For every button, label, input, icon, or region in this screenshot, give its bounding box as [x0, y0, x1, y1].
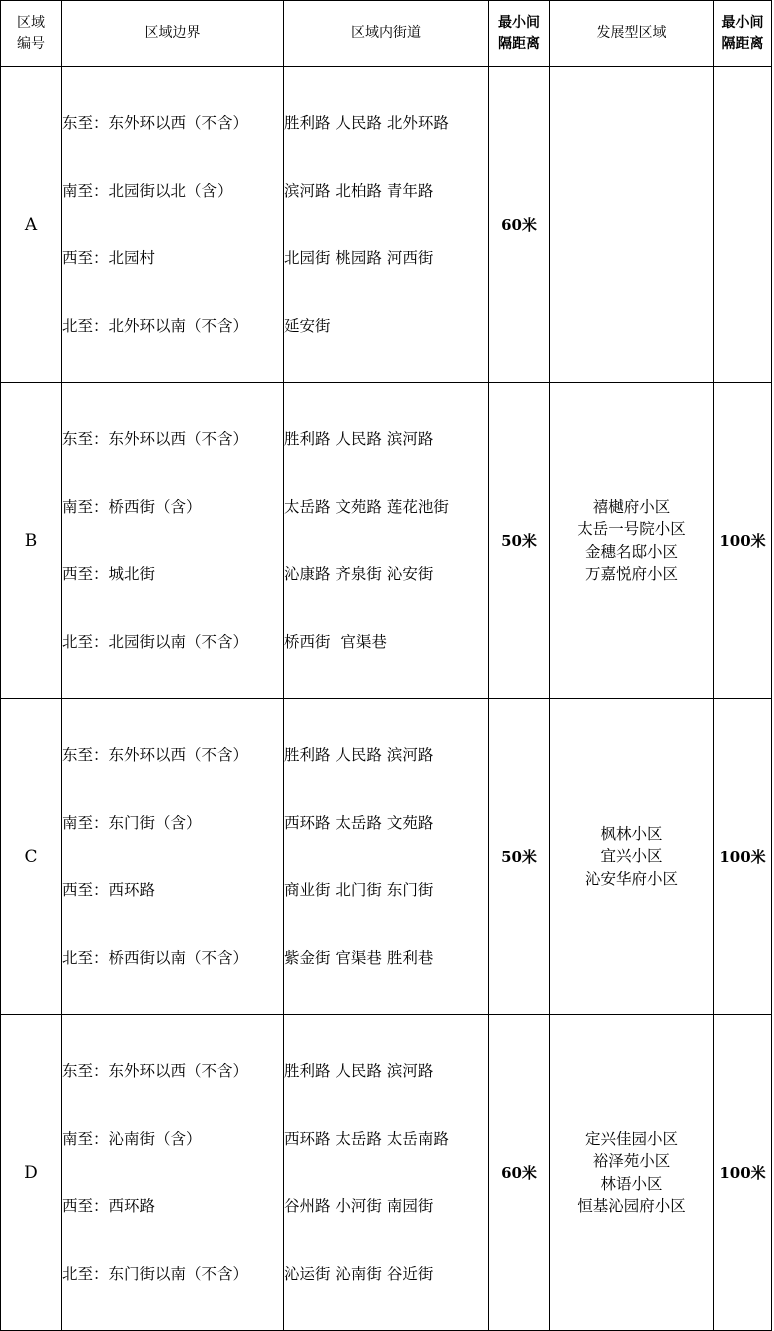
- table-row: [1, 383, 772, 699]
- zone-id-cell: B: [1, 383, 62, 699]
- dev-area-line: 定兴佳园小区: [584, 1129, 678, 1148]
- min-spacing-cell: 50米: [489, 699, 550, 1015]
- header-streets: 区域内街道: [284, 1, 489, 67]
- boundary-line: 北至：东门街以南（不含）: [62, 1264, 249, 1283]
- streets-line: 沁运街 沁南街 谷近街: [284, 1264, 434, 1283]
- streets-line: 胜利路 人民路 滨河路: [284, 746, 434, 764]
- table-row: [1, 67, 772, 383]
- streets-line: 延安街: [284, 316, 331, 335]
- dev-area-cell: [550, 67, 714, 383]
- min-spacing-cell: 50米: [489, 383, 550, 699]
- streets-line: 西环路 太岳路 文苑路: [284, 813, 434, 832]
- min-spacing-cell: 60米: [489, 1015, 550, 1331]
- boundary-line: 北至：桥西街以南（不含）: [62, 948, 249, 967]
- boundary-cell: [62, 1015, 284, 1331]
- boundary-line: 南至：沁南街（含）: [62, 1129, 202, 1148]
- dev-area-line: 恒基沁园府小区: [577, 1197, 686, 1215]
- boundary-line: 北至：北园街以南（不含）: [62, 632, 249, 651]
- streets-line: 紫金街 官渠巷 胜利巷: [284, 948, 434, 967]
- dev-area-line: 林语小区: [600, 1174, 663, 1193]
- dev-area-line: 裕泽苑小区: [592, 1152, 671, 1170]
- header-min-spacing: [489, 1, 550, 67]
- streets-line: 太岳路 文苑路 莲花池街: [284, 497, 449, 516]
- streets-line: 滨河路 北柏路 青年路: [284, 181, 434, 200]
- boundary-line: 东至：东外环以西（不含）: [62, 430, 249, 448]
- dev-area-cell: [550, 699, 714, 1015]
- boundary-line: 东至：东外环以西（不含）: [62, 746, 249, 764]
- boundary-cell: [62, 699, 284, 1015]
- streets-line: 胜利路 人民路 滨河路: [284, 430, 434, 448]
- header-boundary: 区域边界: [62, 1, 284, 67]
- streets-line: 胜利路 人民路 滨河路: [284, 1062, 434, 1080]
- dev-area-line: 宜兴小区: [600, 847, 663, 866]
- streets-line: 沁康路 齐泉街 沁安街: [284, 565, 434, 583]
- streets-line: 谷州路 小河街 南园街: [284, 1197, 434, 1215]
- dev-min-spacing-cell: 100米: [714, 699, 772, 1015]
- header-min-spacing-line: 隔距离: [498, 35, 540, 52]
- header-dev-area: 发展型区域: [550, 1, 714, 67]
- boundary-line: 西至：西环路: [62, 881, 156, 899]
- streets-line: 胜利路 人民路 北外环路: [284, 114, 449, 132]
- zone-id-cell: A: [1, 67, 62, 383]
- dev-min-spacing-cell: 100米: [714, 383, 772, 699]
- dev-min-spacing-cell: [714, 67, 772, 383]
- zone-id-cell: C: [1, 699, 62, 1015]
- boundary-line: 西至：北园村: [62, 249, 156, 267]
- boundary-cell: [62, 67, 284, 383]
- dev-area-cell: [550, 383, 714, 699]
- streets-cell: [284, 383, 489, 699]
- streets-cell: [284, 699, 489, 1015]
- zone-id-cell: D: [1, 1015, 62, 1331]
- header-dev-min-spacing: [714, 1, 772, 67]
- boundary-line: 南至：桥西街（含）: [62, 497, 202, 516]
- header-dev-min-spacing-line: 隔距离: [721, 35, 764, 52]
- table-row: [1, 699, 772, 1015]
- boundary-line: 东至：东外环以西（不含）: [62, 114, 249, 132]
- boundary-cell: [62, 383, 284, 699]
- streets-cell: [284, 1015, 489, 1331]
- boundary-line: 南至：东门街（含）: [62, 813, 202, 832]
- streets-cell: [284, 67, 489, 383]
- header-zone-id: [1, 1, 62, 67]
- boundary-line: 南至：北园街以北（含）: [62, 181, 233, 200]
- dev-area-cell: [550, 1015, 714, 1331]
- dev-area-line: 太岳一号院小区: [577, 520, 686, 538]
- streets-line: 北园街 桃园路 河西街: [284, 249, 434, 267]
- header-row: [1, 1, 772, 67]
- boundary-line: 北至：北外环以南（不含）: [62, 316, 249, 335]
- dev-area-line: 万嘉悦府小区: [584, 565, 678, 583]
- boundary-line: 西至：西环路: [62, 1197, 156, 1215]
- dev-area-line: 枫林小区: [600, 824, 663, 843]
- table-row: [1, 1015, 772, 1331]
- boundary-line: 东至：东外环以西（不含）: [62, 1062, 249, 1080]
- header-zone-id-line: 区域: [17, 14, 45, 31]
- boundary-line: 西至：城北街: [62, 565, 156, 583]
- streets-line: 桥西街 官渠巷: [284, 632, 387, 651]
- dev-area-line: 禧樾府小区: [592, 497, 671, 516]
- header-min-spacing-line: 最小间: [498, 14, 540, 31]
- dev-area-line: 沁安华府小区: [584, 869, 678, 888]
- streets-line: 商业街 北门街 东门街: [284, 881, 434, 899]
- min-spacing-cell: 60米: [489, 67, 550, 383]
- streets-line: 西环路 太岳路 太岳南路: [284, 1129, 449, 1148]
- dev-area-line: 金穗名邸小区: [584, 542, 678, 561]
- dev-min-spacing-cell: 100米: [714, 1015, 772, 1331]
- header-zone-id-line: 编号: [17, 35, 45, 52]
- header-dev-min-spacing-line: 最小间: [721, 14, 764, 31]
